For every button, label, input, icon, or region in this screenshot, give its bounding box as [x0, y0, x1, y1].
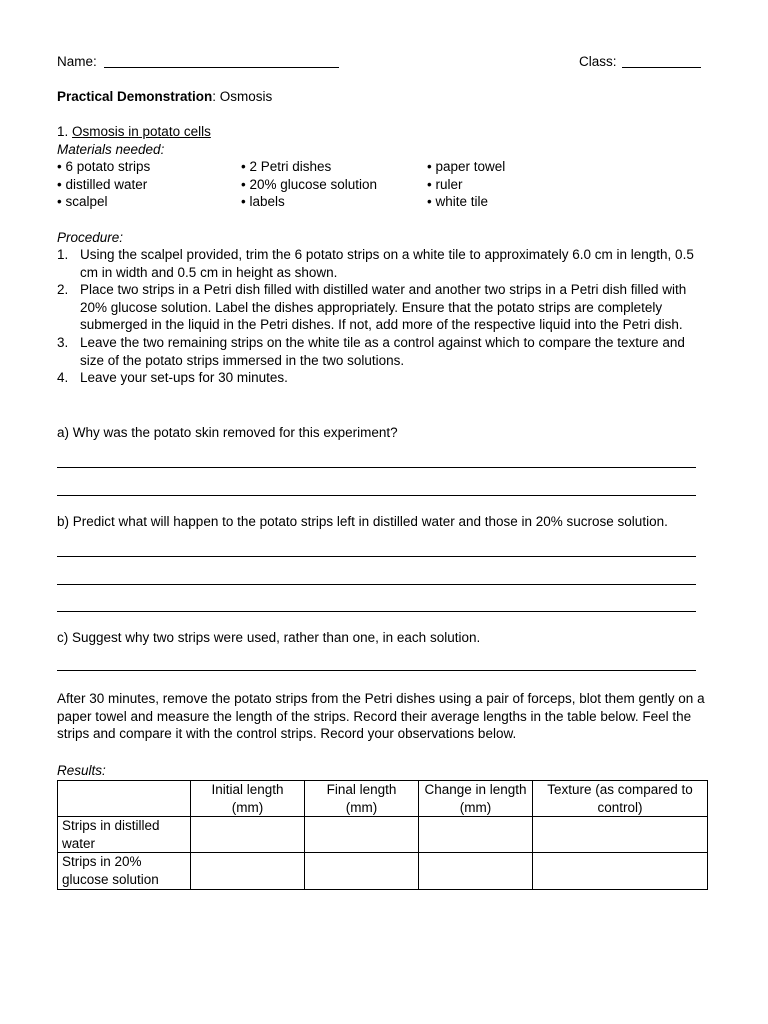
table-header-cell: Initial length (mm) — [191, 781, 305, 817]
materials-column-1 — [57, 158, 247, 211]
table-cell[interactable] — [419, 817, 533, 853]
answer-line[interactable] — [57, 611, 696, 612]
material-item: • 6 potato strips — [57, 159, 151, 174]
class-label: Class: — [579, 54, 617, 69]
section-heading — [57, 123, 211, 141]
question-c: c) Suggest why two strips were used, rather than one, in each solution. — [57, 630, 481, 645]
answer-line[interactable] — [57, 495, 696, 496]
procedure-step — [57, 246, 707, 281]
step-text: Leave the two remaining strips on the white tile as a control against which to compare the texture and size of the potato strips immersed in the two solutions. — [80, 334, 685, 368]
answer-line[interactable] — [57, 584, 696, 585]
material-item: • ruler — [427, 176, 463, 192]
step-number: 2. — [57, 282, 69, 298]
table-header-cell — [58, 781, 191, 817]
material-item: • paper towel — [427, 159, 506, 174]
step-number: 1. — [57, 247, 69, 262]
table-header-row — [58, 781, 708, 817]
materials-column-3 — [427, 158, 617, 211]
table-cell[interactable] — [533, 817, 708, 853]
row-label: Strips in distilled water — [58, 817, 191, 853]
page-title — [57, 88, 272, 106]
table-header-cell: Change in length (mm) — [419, 781, 533, 817]
procedure-steps — [57, 246, 707, 387]
table-cell[interactable] — [419, 853, 533, 889]
results-table — [57, 780, 708, 890]
table-row — [58, 817, 708, 853]
material-item: • 20% glucose solution — [241, 176, 378, 192]
name-blank[interactable] — [104, 67, 339, 68]
step-text: Leave your set-ups for 30 minutes. — [80, 370, 288, 386]
material-item: • 2 Petri dishes — [241, 159, 332, 174]
answer-line[interactable] — [57, 670, 696, 671]
step-number: 3. — [57, 334, 69, 350]
table-header-cell: Texture (as compared to control) — [533, 781, 708, 817]
table-cell[interactable] — [191, 853, 305, 889]
question-b: b) Predict what will happen to the potato strips left in distilled water and those in 20% sucrose solution. — [57, 514, 668, 529]
step-text: Using the scalpel provided, trim the 6 potato strips on a white tile to approximately 6.0 cm in length, 0.5 cm in width and 0.5 cm in height as shown. — [80, 247, 694, 280]
material-item: • white tile — [427, 194, 489, 210]
title-rest: : Osmosis — [212, 89, 273, 104]
procedure-step — [57, 281, 707, 334]
materials-column-2 — [241, 158, 431, 211]
table-cell[interactable] — [305, 817, 419, 853]
instructions-paragraph: After 30 minutes, remove the potato strips from the Petri dishes using a pair of forceps, blot them gently on a paper towel and measure the length of the strips. Record their average lengths in the table below. Feel the strips and compare it with the control strips. Record your observations below. — [57, 691, 705, 742]
material-item: • labels — [241, 194, 285, 210]
section-number: 1. — [57, 124, 69, 139]
row-label: Strips in 20% glucose solution — [58, 853, 191, 889]
table-cell[interactable] — [305, 853, 419, 889]
table-row — [58, 853, 708, 889]
question-a: a) Why was the potato skin removed for this experiment? — [57, 425, 398, 440]
name-label: Name: — [57, 54, 97, 69]
step-text: Place two strips in a Petri dish filled with distilled water and another two strips in a Petri dish filled with 20% glucose solution. Label the dishes appropriately. Ensure that the potato strips are completely submerged in the liquid in the Petri dishes. If not, add more of the respective liquid into the Petri dish. — [80, 282, 687, 333]
procedure-heading: Procedure: — [57, 230, 124, 245]
step-number: 4. — [57, 370, 69, 386]
title-bold: Practical Demonstration — [57, 89, 213, 104]
answer-line[interactable] — [57, 467, 696, 468]
table-cell[interactable] — [533, 853, 708, 889]
table-cell[interactable] — [191, 817, 305, 853]
procedure-step — [57, 369, 707, 387]
answer-line[interactable] — [57, 556, 696, 557]
material-item: • scalpel — [57, 194, 108, 210]
section-title: Osmosis in potato cells — [72, 124, 211, 139]
material-item: • distilled water — [57, 176, 148, 192]
procedure-step — [57, 334, 707, 369]
results-heading: Results: — [57, 763, 106, 778]
table-header-cell: Final length (mm) — [305, 781, 419, 817]
class-blank[interactable] — [622, 67, 701, 68]
materials-heading: Materials needed: — [57, 142, 165, 157]
